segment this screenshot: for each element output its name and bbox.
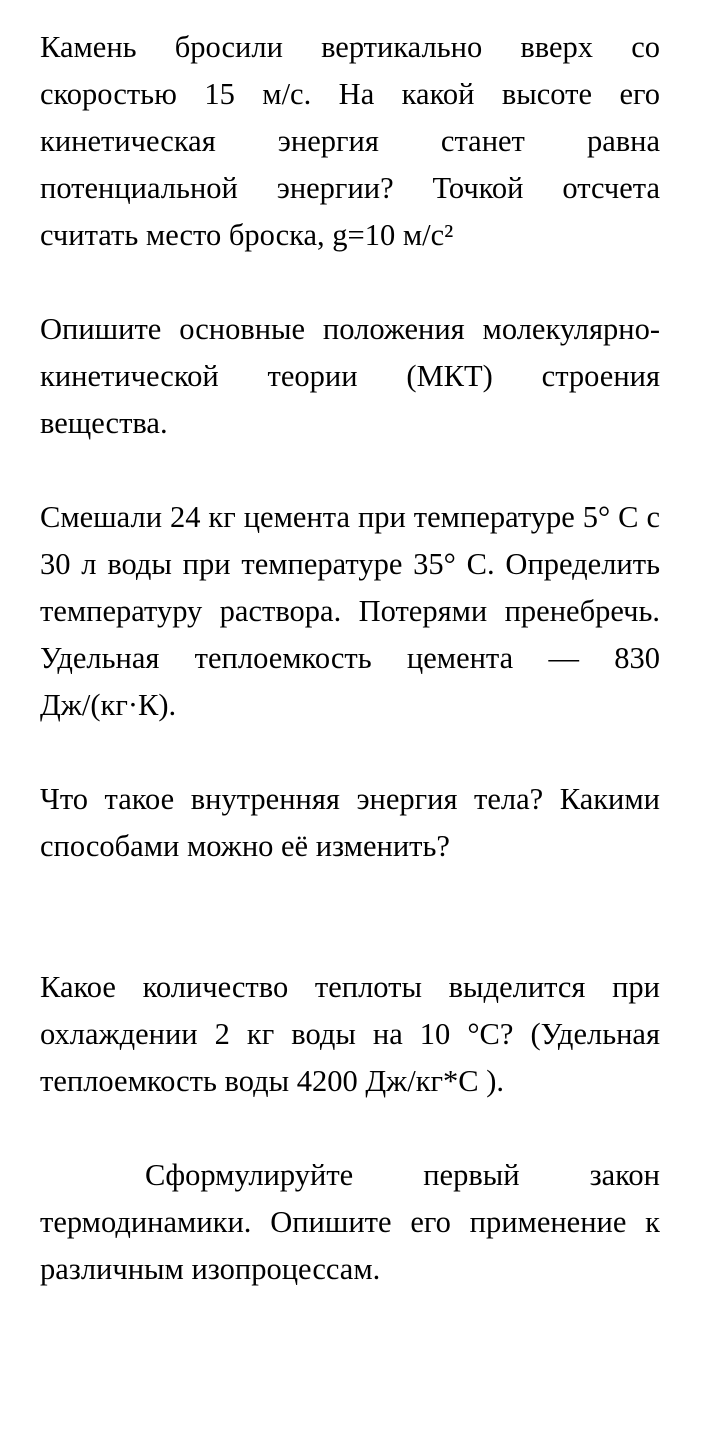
question-internal-energy: Что такое внутренняя энергия тела? Какими способами можно её изменить? (40, 782, 660, 863)
question-cement-mixing: Смешали 24 кг цемента при температуре 5° С с 30 л воды при температуре 35° С. Определить температуру раствора. Потерями пренебречь. Удельная теплоемкость цемента — 830 Дж/(кг·К). (40, 500, 660, 722)
paragraph-spacer (40, 870, 660, 964)
paragraph-spacer (40, 729, 660, 776)
document-body (40, 24, 660, 1293)
paragraph-spacer (40, 259, 660, 306)
question-water-cooling: Какое количество теплоты выделится при охлаждении 2 кг воды на 10 °С? (Удельная теплоемкость воды 4200 Дж/кг*С ). (40, 970, 660, 1098)
question-mkt-theory: Опишите основные положения молекулярно-кинетической теории (МКТ) строения вещества. (40, 312, 660, 440)
question-stone-throw: Камень бросили вертикально вверх со скоростью 15 м/с. На какой высоте его кинетическая энергия станет равна потенциальной энергии? Точкой отсчета считать место броска, g=10 м/с² (40, 30, 660, 252)
paragraph-spacer (40, 447, 660, 494)
question-first-law-thermodynamics: Сформулируйте первый закон термодинамики. Опишите его применение к различным изопроцессам. (40, 1158, 660, 1286)
paragraph-spacer (40, 1105, 660, 1152)
